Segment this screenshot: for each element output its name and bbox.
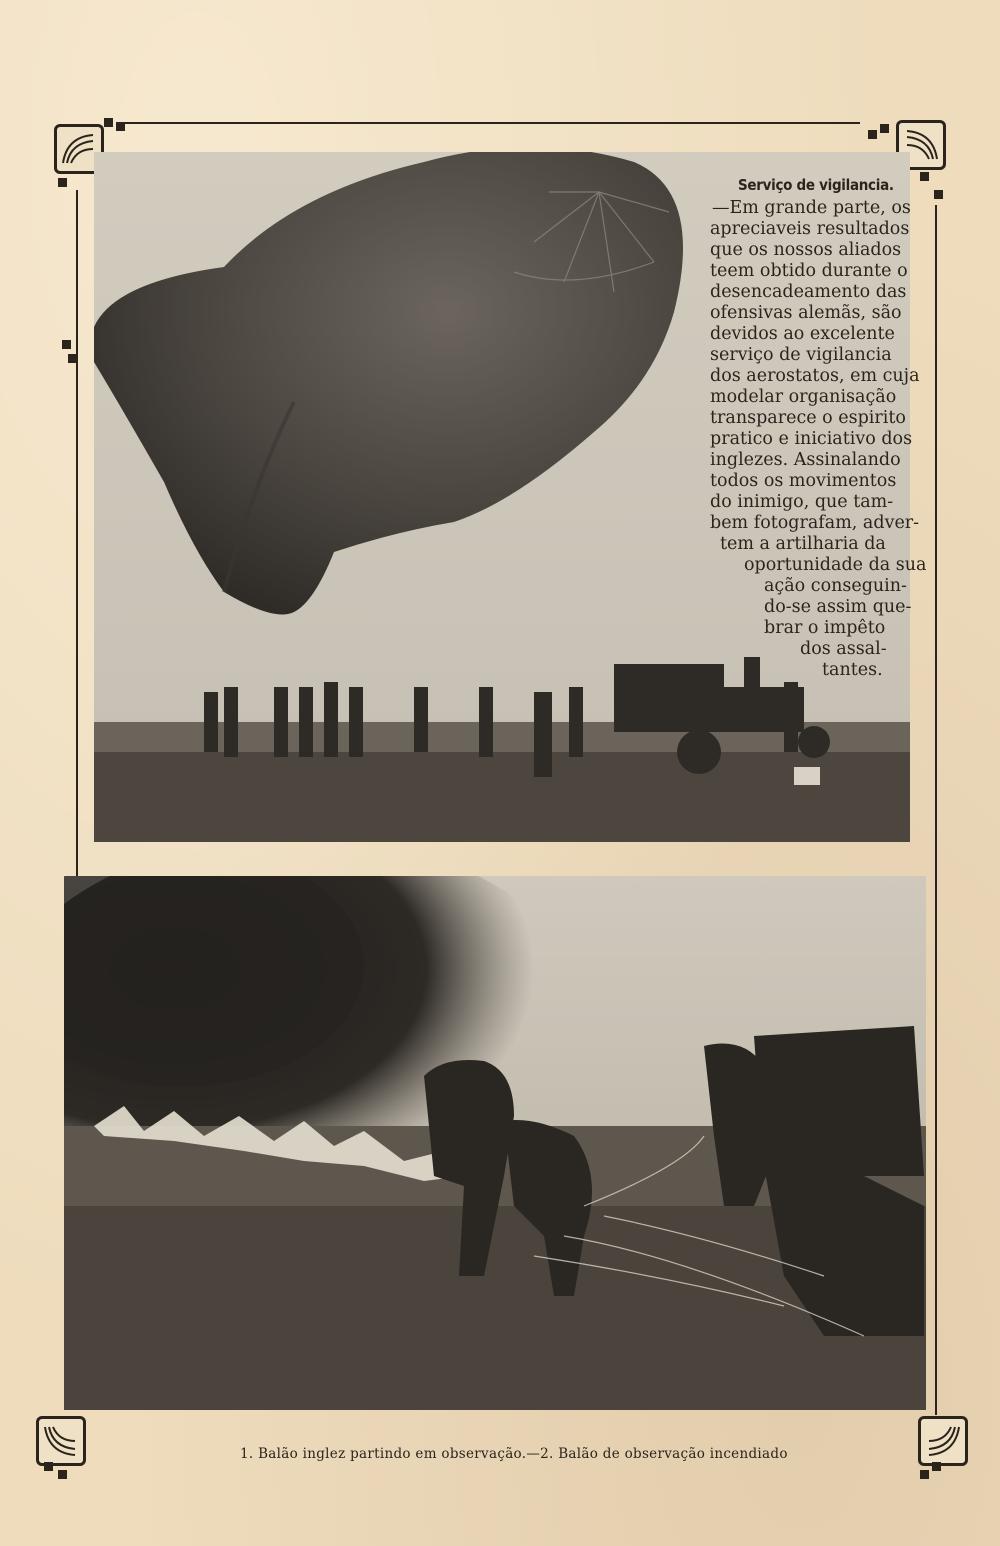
ornament-bottom-right-icon bbox=[918, 1416, 968, 1466]
article-title: Serviço de vigilancia. bbox=[738, 176, 894, 194]
article-line: oportunidade da sua bbox=[744, 555, 927, 575]
article-line: desencadeamento das bbox=[710, 282, 907, 302]
article-line: devidos ao excelente bbox=[710, 324, 895, 344]
article-line: do-se assim que- bbox=[764, 597, 912, 617]
article-line: todos os movimentos bbox=[710, 471, 897, 491]
article-line: dos aerostatos, em cuja bbox=[710, 366, 920, 386]
photo-caption: 1. Balão inglez partindo em observação.—2. Balão de observação incendiado bbox=[240, 1446, 788, 1462]
article-line: brar o impêto bbox=[764, 618, 886, 638]
article-line: transparece o espirito bbox=[710, 408, 906, 428]
ornament-square-icon bbox=[868, 130, 877, 139]
photo-balloon-burning bbox=[64, 876, 926, 1410]
ornament-square-icon bbox=[58, 1470, 67, 1479]
ornament-square-icon bbox=[104, 118, 113, 127]
article-line: tantes. bbox=[822, 660, 883, 680]
article-line: bem fotografam, adver- bbox=[710, 513, 920, 533]
ornament-square-icon bbox=[880, 124, 889, 133]
article-line: tem a artilharia da bbox=[720, 534, 886, 554]
article-line: que os nossos aliados bbox=[710, 240, 902, 260]
ornament-square-icon bbox=[920, 1470, 929, 1479]
article-line: ofensivas alemãs, são bbox=[710, 303, 902, 323]
article-line: —Em grande parte, os bbox=[712, 198, 911, 218]
article-line: inglezes. Assinalando bbox=[710, 450, 901, 470]
article-line: pratico e iniciativo dos bbox=[710, 429, 913, 449]
article-line: dos assal- bbox=[800, 639, 887, 659]
ornament-bottom-left-icon bbox=[36, 1416, 86, 1466]
ornament-square-icon bbox=[932, 1462, 941, 1471]
ornament-square-icon bbox=[44, 1462, 53, 1471]
article-line: apreciaveis resultados bbox=[710, 219, 910, 239]
article-text bbox=[640, 172, 940, 692]
ornament-square-icon bbox=[116, 122, 125, 131]
article-line: modelar organisação bbox=[710, 387, 897, 407]
frame-top-rule bbox=[120, 122, 860, 124]
ornament-square-icon bbox=[58, 178, 67, 187]
article-line: teem obtido durante o bbox=[710, 261, 908, 281]
article-line: ação conseguin- bbox=[764, 576, 907, 596]
article-line: do inimigo, que tam- bbox=[710, 492, 894, 512]
ornament-square-icon bbox=[68, 354, 77, 363]
article-line: serviço de vigilancia bbox=[710, 345, 892, 365]
ornament-square-icon bbox=[62, 340, 71, 349]
